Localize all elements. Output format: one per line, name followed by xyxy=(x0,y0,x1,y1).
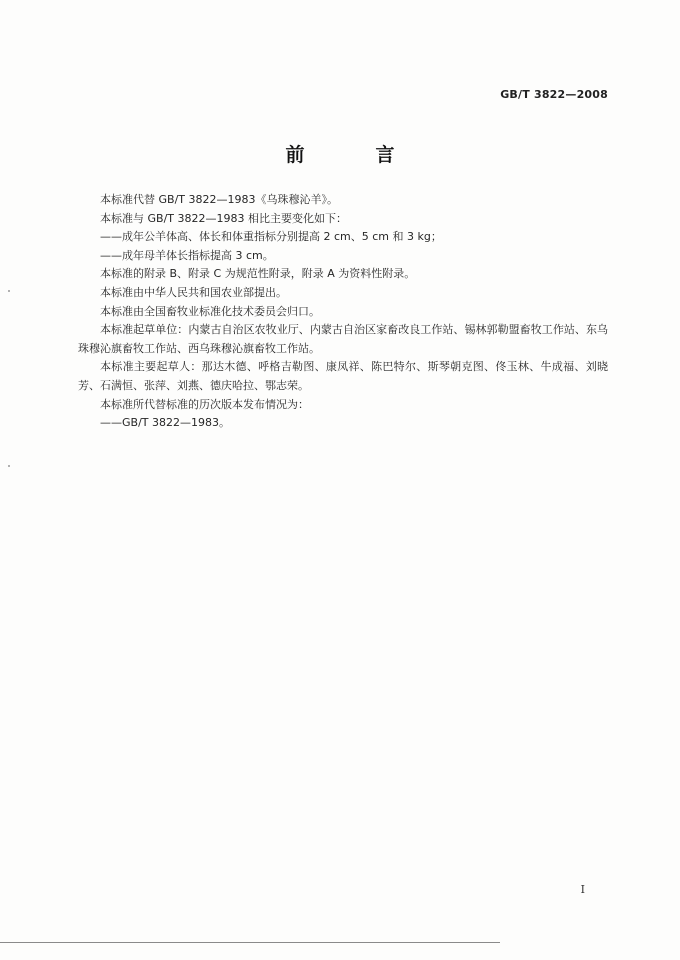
standard-code: GB/T 3822—2008 xyxy=(500,88,608,101)
page-number: I xyxy=(580,883,585,896)
scan-speck xyxy=(8,290,10,292)
change-item-ram: ——成年公羊体高、体长和体重指标分别提高 2 cm、5 cm 和 3 kg； xyxy=(100,230,442,244)
paragraph-drafters: 本标准主要起草人：那达木德、呼格吉勒图、康凤祥、陈巴特尔、斯琴朝克图、佟玉林、牛成福、刘晓芳、石满恒、张萍、刘燕、德庆哈拉、鄂志荣。 xyxy=(78,360,608,392)
change-item-ewe: ——成年母羊体长指标提高 3 cm。 xyxy=(100,248,274,262)
paragraph-proposed-by: 本标准由中华人民共和国农业部提出。 xyxy=(100,285,287,299)
bottom-edge-line xyxy=(0,942,500,943)
foreword-body xyxy=(78,191,608,433)
paragraph-history-intro: 本标准所代替标准的历次版本发布情况为： xyxy=(100,397,309,411)
page-title: 前 言 xyxy=(285,144,421,166)
history-item: ——GB/T 3822—1983。 xyxy=(100,416,230,430)
paragraph-drafting-units: 本标准起草单位：内蒙古自治区农牧业厅、内蒙古自治区家畜改良工作站、锡林郭勒盟畜牧工作站、东乌珠穆沁旗畜牧工作站、西乌珠穆沁旗畜牧工作站。 xyxy=(78,323,608,355)
paragraph-changes-intro: 本标准与 GB/T 3822—1983 相比主要变化如下： xyxy=(100,211,347,225)
paragraph-appendix: 本标准的附录 B、附录 C 为规范性附录，附录 A 为资料性附录。 xyxy=(100,267,416,281)
paragraph-managed-by: 本标准由全国畜牧业标准化技术委员会归口。 xyxy=(100,304,320,318)
scan-speck xyxy=(8,465,10,467)
paragraph-replaces: 本标准代替 GB/T 3822—1983《乌珠穆沁羊》。 xyxy=(100,193,338,206)
